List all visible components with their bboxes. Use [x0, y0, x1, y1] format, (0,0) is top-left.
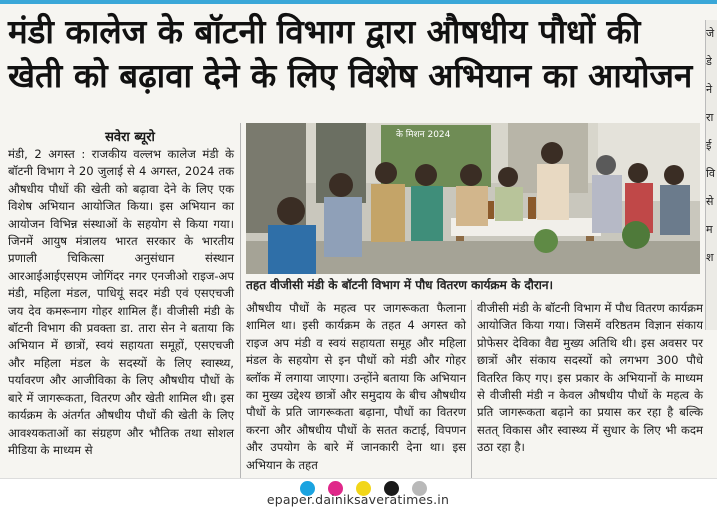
headline: मंडी कालेज के बॉटनी विभाग द्वारा औषधीय पौधों की खेती को बढ़ावा देने के लिए विशेष अभियान का आयोजन: [8, 12, 693, 95]
edge-glyph: जे: [706, 27, 715, 40]
photo-caption: तहत वीजीसी मंडी के बॉटनी विभाग में पौध वितरण कार्यक्रम के दौरान।: [246, 278, 554, 292]
event-photo-illustration: [246, 123, 700, 274]
edge-glyph: श: [706, 251, 714, 264]
edge-glyph: रा: [706, 111, 714, 124]
adjacent-column-edge: [705, 20, 717, 330]
edge-glyph: ने: [706, 83, 713, 96]
article-column-2: [246, 300, 466, 476]
edge-glyph: ई: [706, 139, 712, 152]
column-1-text: मंडी, 2 अगस्त : राजकीय वल्लभ कालेज मंडी के बॉटनी विभाग ने 20 जुलाई से 4 अगस्त, 2024 तक औषधीय पौधों की खेती को बढ़ावा देने के लिए एक विशेष अभियान आयोजित किया। इस अभियान का आयोजन विभिन्न संस्थाओं के सहयोग से किया गया। जिनमें आयुष मंत्रालय भारत सरकार के भारतीय प्रणाली चिकित्सा अनुसंधान संस्थान आरआईआईएसएम जोगिंदर नगर एनजीओ राइज-अप मंडी, महिला मंडल, पाधियूं सदर मंडी एवं एसएचजी जय देव कमरूनाग गोहर शामिल हैं। वीजीसी मंडी के बॉटनी विभाग की प्रवक्ता डा. तारा सेन ने बताया कि अभियान में छात्रों, स्वयं सहायता समूहों, एसएचजी और महिला मंडल के सदस्यों के लिए स्वास्थ्य, पर्यावरण और आजीविका के लिए औषधीय पौधों के बारे में जागरूकता, वितरण और खेती शामिल थी। इस कार्यक्रम के अंतर्गत औषधीय पौधों की खेती के लिए आवश्यकताओं का संग्रहण और भौतिक तथा सोशल मीडिया के माध्यम से: [8, 147, 234, 457]
top-color-bar: [0, 0, 717, 4]
column-divider: [471, 300, 472, 478]
column-3-text: वीजीसी मंडी के बॉटनी विभाग में पौध वितरण कार्यक्रम आयोजित किया गया। जिसमें वरिष्ठतम विज्ञान संकाय प्रोफेसर देविका वैद्य मुख्य अतिथि थी। इस अवसर पर छात्रों और संकाय सदस्यों को लगभग 300 पौधे वितरित किए गए। इस प्रकार के अभियानों के माध्यम से वीजीसी मंडी न केवल औषधीय पौधों के महत्व के प्रति जागरूकता बढ़ाने का प्रयास कर रहा है बल्कि सतत् विकास और स्वास्थ्य में सुधार के लिए भी कदम उठा रहा है।: [477, 301, 703, 455]
column-divider: [240, 123, 241, 478]
edge-glyph: वि: [706, 167, 715, 180]
edge-glyph: म: [706, 223, 713, 236]
epaper-url: epaper.dainiksaveratimes.in: [266, 492, 450, 507]
photo-banner-text: के मिशन 2024: [396, 130, 451, 140]
edge-glyph: डे: [706, 55, 712, 68]
edge-glyph: से: [706, 195, 714, 208]
article-column-1: [8, 146, 234, 476]
event-photo: [246, 123, 700, 274]
column-2-text: औषधीय पौधों के महत्व पर जागरूकता फैलाना शामिल था। इसी कार्यक्रम के तहत 4 अगस्त को राइज अप मंडी व स्वयं सहायता समूह और महिला मंडल के सहयोग से इन पौधों को मंडी और गोहर ब्लॉक में लगाया जाएगा। उन्होंने बताया कि अभियान का मुख्य उद्देश्य छात्रों और समुदाय के बीच औषधीय पौधों के प्रति जागरूकता बढ़ाना, पौधों का वितरण करना और औषधीय पौधों के सतत कटाई, विपणन और उपयोग के बारे में जानकारी देना था। इस अभियान के तहत: [246, 301, 466, 472]
byline: सवेरा ब्यूरो: [105, 130, 155, 145]
article-column-3: [477, 300, 703, 476]
